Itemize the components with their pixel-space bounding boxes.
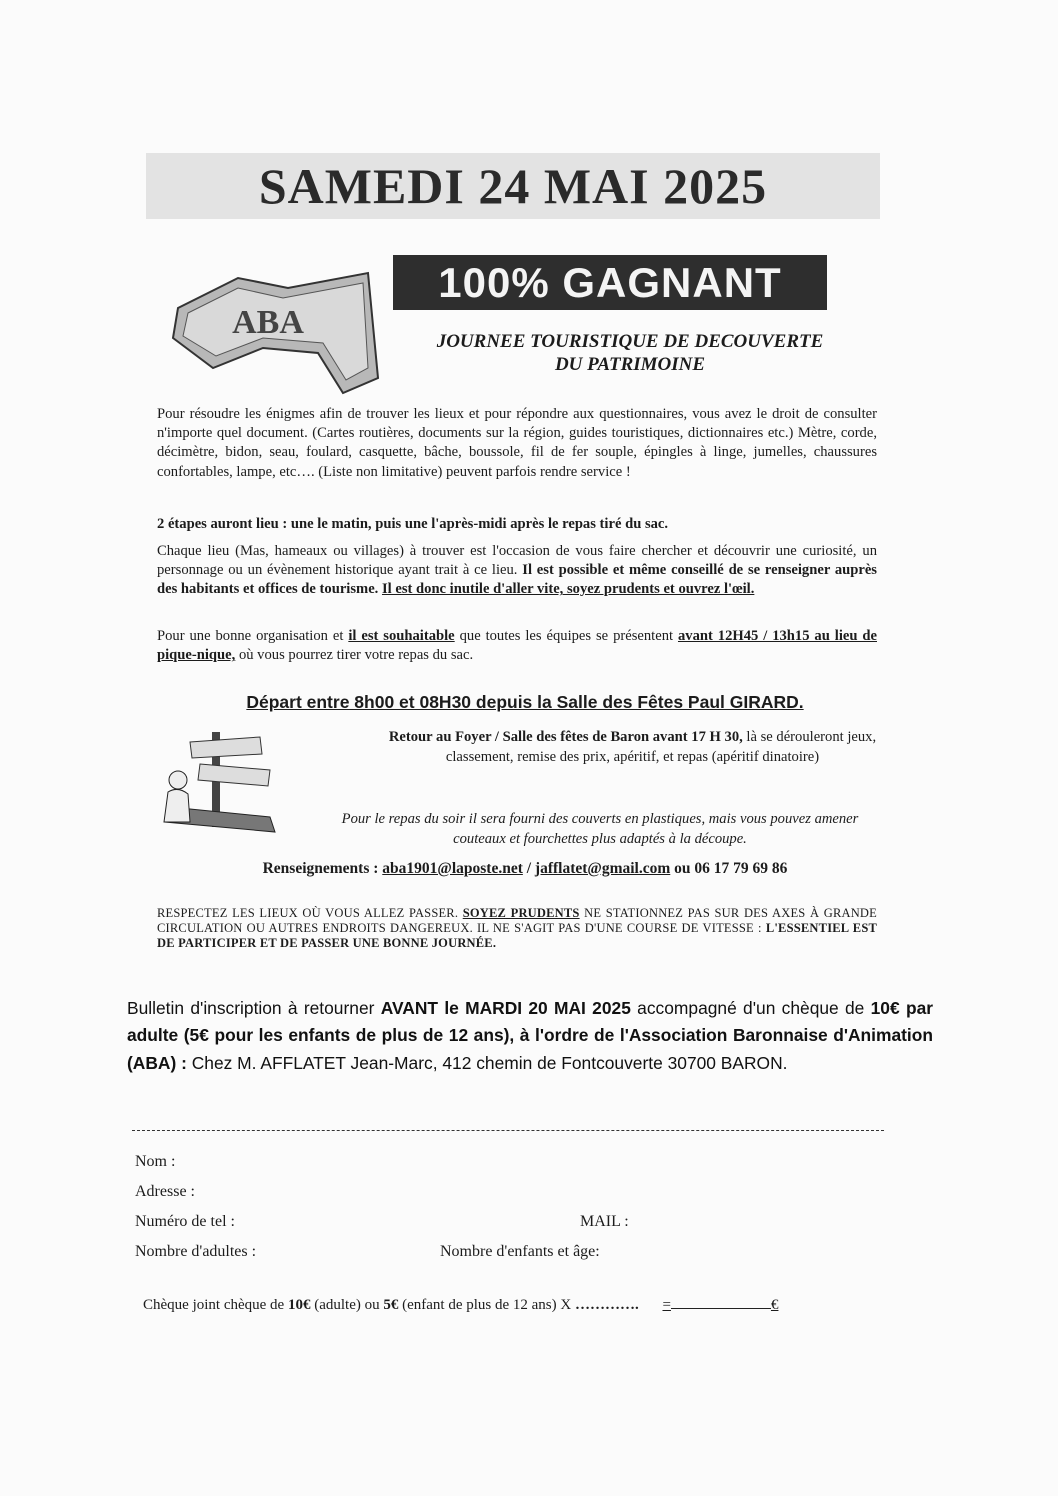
signpost-illustration xyxy=(150,722,290,837)
email-link-aba[interactable]: aba1901@laposte.net xyxy=(382,860,523,877)
event-subtitle xyxy=(330,330,930,376)
safety-notice: RESPECTEZ LES LIEUX OÙ VOUS ALLEZ PASSER. SOYEZ PRUDENTS NE STATIONNEZ PAS SUR DES AXES À GRANDE CIRCULATION OU AUTRES ENDROITS DANGEREUX. IL NE S'AGIT PAS D'UNE COURSE DE VITESSE : L'ESSENTIEL EST DE PARTICIPER ET DE PASSER UNE BONNE JOURNÉE. xyxy=(157,906,878,950)
cheque-line: Chèque joint chèque de 10€ (adulte) ou 5€ (enfant de plus de 12 ans) X …………. = € xyxy=(143,1297,779,1313)
phone-number: ou 06 17 79 69 86 xyxy=(674,860,788,877)
paragraph-organisation: Pour une bonne organisation et il est souhaitable que toutes les équipes se présentent avant 12H45 / 13h15 au lieu de pique-nique, où vous pourrez tirer votre repas du sac. xyxy=(157,628,877,664)
form-label-enfants: Nombre d'enfants et âge: xyxy=(440,1243,600,1260)
form-label-tel: Numéro de tel : xyxy=(135,1213,235,1230)
cut-line xyxy=(132,1130,884,1131)
subtitle-line2: DU PATRIMOINE xyxy=(554,354,706,375)
svg-text:ABA: ABA xyxy=(232,304,304,341)
departure-info: Départ entre 8h00 et 08H30 depuis la Salle des Fêtes Paul GIRARD. xyxy=(246,692,804,712)
form-label-adresse: Adresse : xyxy=(135,1183,195,1200)
banner-100-gagnant: 100% GAGNANT xyxy=(393,255,827,310)
email-link-jafflatet[interactable]: jafflatet@gmail.com xyxy=(534,860,671,877)
contact-info: Renseignements : aba1901@laposte.net / jafflatet@gmail.com ou 06 17 79 69 86 xyxy=(262,860,788,877)
form-label-nom: Nom : xyxy=(135,1153,176,1170)
page-title: SAMEDI 24 MAI 2025 xyxy=(258,158,768,214)
paragraph-rules: Pour résoudre les énigmes afin de trouver les lieux et pour répondre aux questionnaires, vous avez le droit de consulter n'importe quel document. (Cartes routières, documents sur la région, guides touristiques, dictionnaires etc.) Mètre, corde, décimètre, bidon, seau, foulard, casquette, bâche, boussole, fil de fer souple, épingles à linge, jumelles, chaussures confortables, lampe, etc…. (Liste non limitative) peuvent parfois rendre service ! xyxy=(157,406,877,480)
registration-instructions: Bulletin d'inscription à retourner AVANT le MARDI 20 MAI 2025 accompagné d'un chèque de 10€ par adulte (5€ pour les enfants de plus de 12 ans), à l'ordre de l'Association Baronnaise d'Animation (ABA) : Chez M. AFFLATET Jean-Marc, 412 chemin de Fontcouverte 30700 BARON. xyxy=(127,998,934,1073)
paragraph-places: Chaque lieu (Mas, hameaux ou villages) à trouver est l'occasion de vous faire chercher et découvrir une curiosité, un personnage ou un évènement historique ayant trait à ce lieu. Il est possible et même conseillé de se renseigner auprès des habitants et offices de tourisme. Il est donc inutile d'aller vite, soyez prudents et ouvrez l'œil. xyxy=(157,543,877,598)
form-label-adultes: Nombre d'adultes : xyxy=(135,1243,257,1260)
dinner-info: Pour le repas du soir il sera fourni des couverts en plastiques, mais vous pouvez amener couteaux et fourchettes plus adaptés à la découpe. xyxy=(341,811,859,847)
aba-logo xyxy=(168,258,380,398)
return-info: Retour au Foyer / Salle des fêtes de Baron avant 17 H 30, là se dérouleront jeux, classement, remise des prix, apéritif, et repas (apéritif dinatoire) xyxy=(388,729,877,765)
paragraph-stages: 2 étapes auront lieu : une le matin, puis une l'après-midi après le repas tiré du sac. xyxy=(157,516,669,532)
form-label-mail: MAIL : xyxy=(580,1213,629,1230)
subtitle-line1: JOURNEE TOURISTIQUE DE DECOUVERTE xyxy=(436,331,824,352)
